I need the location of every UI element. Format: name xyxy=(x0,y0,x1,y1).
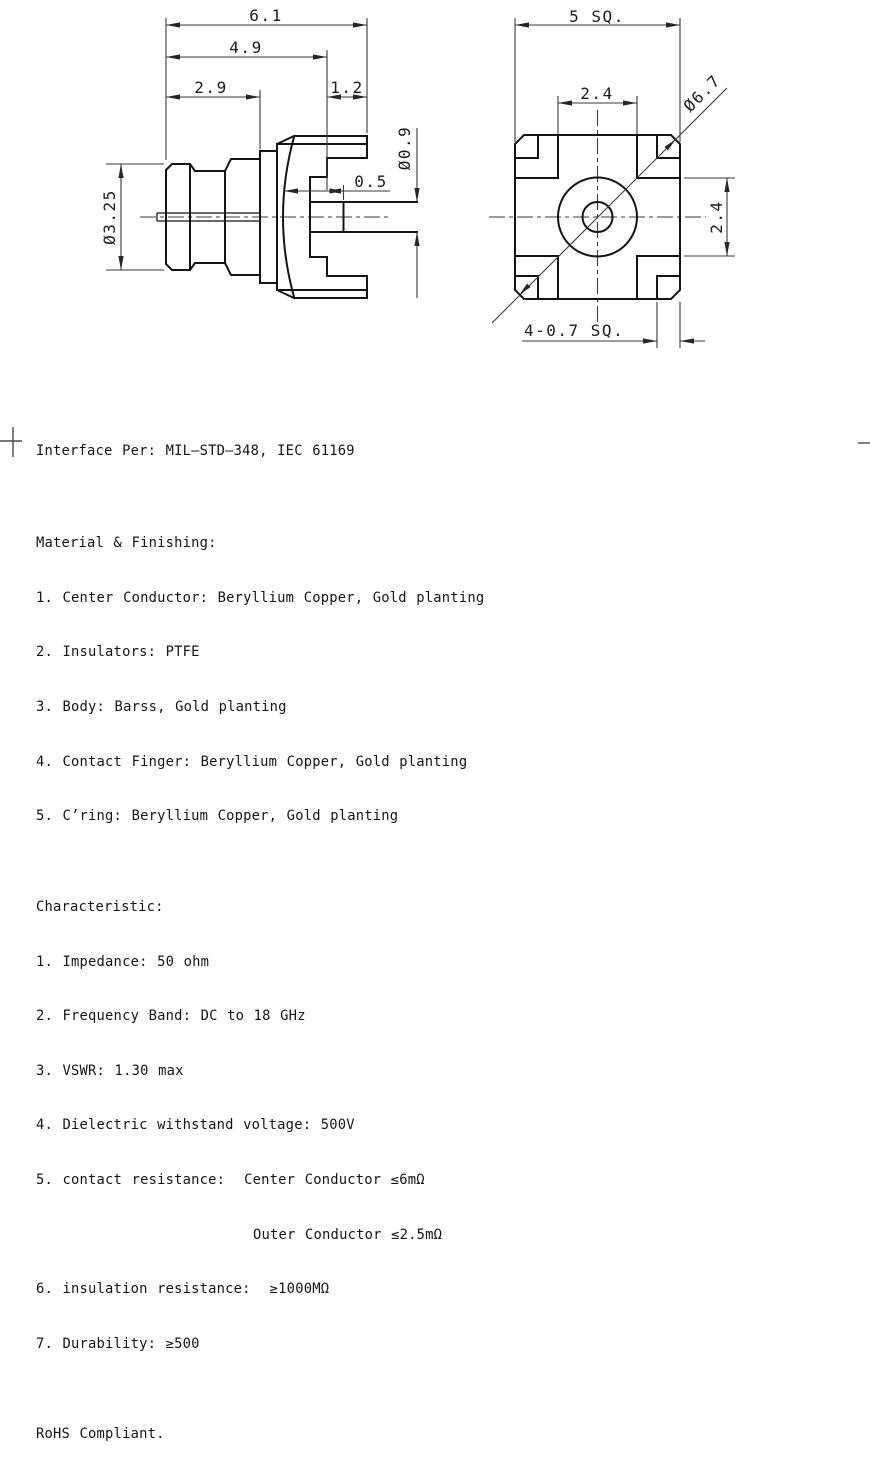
dim-label-pad-spacing: 2.4 xyxy=(707,200,726,234)
note-characteristic-item: 5. contact resistance: Center Conductor ≤6mΩ xyxy=(36,1171,425,1188)
note-characteristic-item: 3. VSWR: 1.30 max xyxy=(36,1062,184,1079)
note-characteristic-item: 1. Impedance: 50 ohm xyxy=(36,953,210,970)
dim-label-interface-diameter: Ø3.25 xyxy=(100,189,119,245)
note-characteristic-title: Characteristic: xyxy=(36,898,164,915)
note-material-item: 1. Center Conductor: Beryllium Copper, Gold planting xyxy=(36,589,485,606)
note-material-item: 5. C’ring: Beryllium Copper, Gold planting xyxy=(36,808,399,825)
side-view xyxy=(100,6,420,298)
note-rohs: RoHS Compliant. xyxy=(36,1425,165,1442)
notes-section xyxy=(36,406,484,1461)
dim-label-bore-diameter: 2.4 xyxy=(580,84,614,103)
side-view-insulator-and-pin xyxy=(310,202,417,232)
dim-label-pin-diameter: Ø0.9 xyxy=(395,125,414,171)
dim-label-legs-square: 4-0.7 SQ. xyxy=(524,321,625,340)
note-material-item: 4. Contact Finger: Beryllium Copper, Gold planting xyxy=(36,753,468,770)
note-characteristic-item-continuation: Outer Conductor ≤2.5mΩ xyxy=(253,1226,443,1243)
front-view-dimension-lines xyxy=(515,25,727,341)
frame-center-mark-left xyxy=(0,427,22,457)
note-characteristic-item: 2. Frequency Band: DC to 18 GHz xyxy=(36,1008,306,1025)
note-characteristic-item: 6. insulation resistance: ≥1000MΩ xyxy=(36,1281,330,1298)
note-characteristic-item: 7. Durability: ≥500 xyxy=(36,1335,200,1352)
note-characteristic-item: 4. Dielectric withstand voltage: 500V xyxy=(36,1117,355,1134)
note-material-item: 2. Insulators: PTFE xyxy=(36,644,200,661)
note-material-title: Material & Finishing: xyxy=(36,535,217,552)
dim-label-insulator-offset: 0.5 xyxy=(354,172,388,191)
note-interface: Interface Per: MIL—STD—348, IEC 61169 xyxy=(36,443,355,460)
dim-label-overall-length: 6.1 xyxy=(249,6,283,25)
dim-label-body-square: 5 SQ. xyxy=(569,7,625,26)
note-material-item: 3. Body: Barss, Gold planting xyxy=(36,698,287,715)
dim-label-leg-depth: 1.2 xyxy=(330,78,364,97)
dim-label-front-section: 2.9 xyxy=(194,78,228,97)
dim-label-body-length: 4.9 xyxy=(229,38,263,57)
dim-label-corner-diameter: Ø6.7 xyxy=(679,70,725,116)
front-view-arrowheads xyxy=(515,22,730,343)
front-view xyxy=(489,7,735,348)
